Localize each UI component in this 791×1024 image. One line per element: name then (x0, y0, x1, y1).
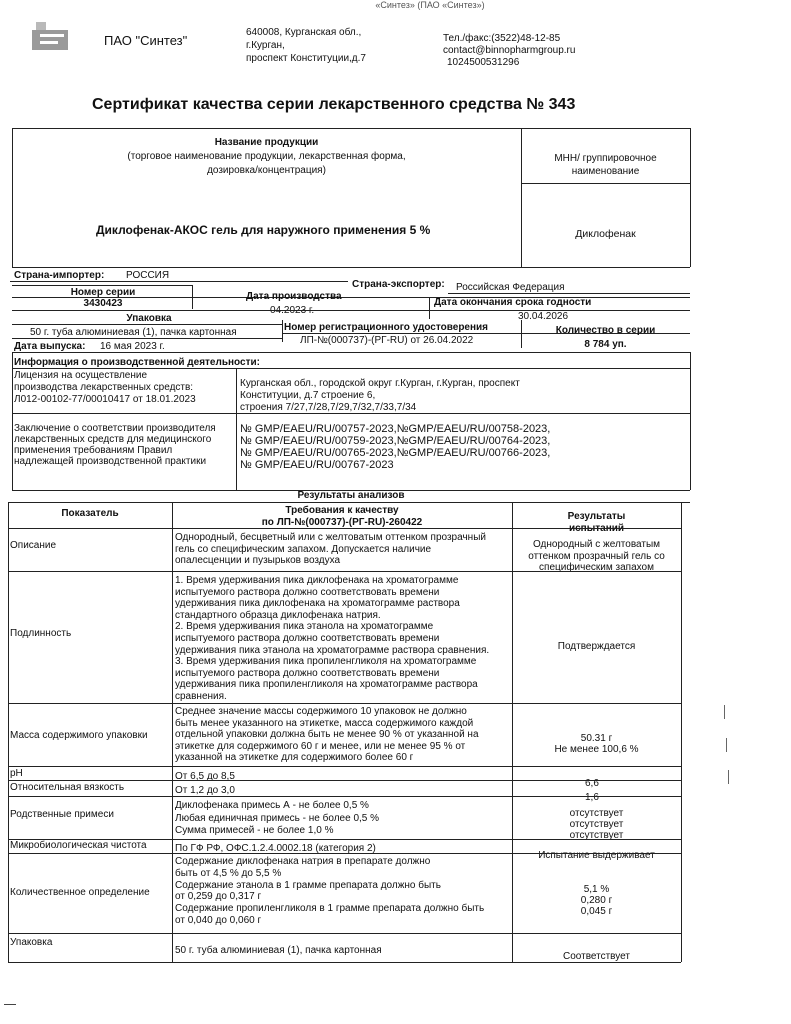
row-identity-res: Подтверждается (557, 641, 636, 652)
row-viscosity-name: Относительная вязкость (10, 782, 125, 793)
row-identity-name: Подлинность (10, 628, 72, 639)
row-impurities-req: Диклофенака примесь А - не более 0,5 % Любая единичная примесь - не более 0,5 % Сумма примесей - не более 1,0 % (175, 800, 380, 836)
reg-label: Номер регистрационного удостоверения (284, 322, 489, 333)
row-microbio-req: По ГФ РФ, ОФС.1.2.4.0002.18 (категория 2) (175, 843, 376, 854)
row-assay-req: Содержание диклофенака натрия в препарате должно быть от 4,5 % до 5,5 % Содержание этанола в 1 грамме препарата должно быть от 0,259 до 0,317 г Содержание пропиленгликоля в 1 грамме препарата должно быть от 0,040 до 0,060 г (175, 856, 485, 926)
row-pack-req: 50 г. туба алюминиевая (1), пачка картонная (175, 945, 382, 956)
row-microbio-res: Испытание выдерживает (538, 850, 655, 861)
pack-label: Упаковка (126, 313, 172, 324)
row-ph-req: От 6,5 до 8,5 (175, 771, 235, 782)
production-site-address: Курганская обл., городской округ г.Курган, г.Курган, проспект Конституции, д.7 строение 6, строения 7/27,7/28,7/29,7/32,7/33,7/34 (240, 378, 520, 413)
row-ph-name: pH (10, 768, 23, 779)
results-header: Результаты анализов (297, 490, 405, 501)
inn-header: МНН/ группировочное наименование (554, 153, 657, 177)
row-assay-name: Количественное определение (10, 887, 150, 898)
inn-value: Диклофенак (575, 228, 636, 240)
row-description-name: Описание (10, 540, 57, 551)
pack-value: 50 г. туба алюминиевая (1), пачка картонная (30, 327, 237, 338)
row-description-req: Однородный, бесцветный или с желтоватым оттенком прозрачный гель со специфическим запахом. Допускается наличие опалесценции и пузырьков воздуха (175, 532, 486, 566)
release-label: Дата выпуска: (14, 341, 86, 352)
col-indicator: Показатель (61, 508, 119, 519)
qty-value: 8 784 уп. (584, 339, 627, 350)
company-contacts: Тел./факс:(3522)48-12-85 contact@binnopharmgroup.ru 1024500531296 (443, 33, 576, 68)
company-name: ПАО "Синтез" (104, 33, 188, 48)
gmp-conclusion-label: Заключение о соответствии производителя лекарственных средств для медицинского применения требованиям Правил надлежащей производственной практики (14, 423, 216, 467)
release-date: 16 мая 2023 г. (100, 341, 165, 352)
license-info: Лицензия на осуществление производства лекарственных средств: Л012-00102-77/00010417 от 18.01.2023 (14, 370, 196, 405)
export-country: Российская Федерация (456, 282, 565, 293)
top-header-text: «Синтез» (ПАО «Синтез») (375, 0, 485, 10)
import-country: РОССИЯ (126, 270, 170, 281)
expiry-label: Дата окончания срока годности (434, 297, 592, 308)
expiry-date: 30.04.2026 (518, 311, 569, 322)
row-viscosity-req: От 1,2 до 3,0 (175, 785, 235, 796)
import-country-label: Страна-импортер: (14, 270, 105, 281)
production-date: 04.2023 г. (270, 305, 315, 316)
product-name: Диклофенак-АКОС гель для наружного применения 5 % (96, 223, 431, 237)
export-country-label: Страна-экспортер: (352, 279, 445, 290)
product-name-header: Название продукции (торговое наименование продукции, лекарственная форма, дозировка/концентрация) (127, 137, 406, 176)
row-pack-res: Соответствует (563, 951, 630, 962)
row-pack-name: Упаковка (10, 937, 53, 948)
row-viscosity-res: 1,6 (585, 792, 599, 803)
row-microbio-name: Микробиологическая чистота (10, 840, 147, 851)
row-assay-res: 5,1 % 0,280 г 0,045 г (580, 884, 613, 917)
row-mass-res: 50.31 г Не менее 100,6 % (554, 733, 639, 755)
row-mass-name: Масса содержимого упаковки (10, 730, 148, 741)
col-requirements: Требования к качеству по ЛП-№(000737)-(РГ-RU)-260422 (261, 505, 423, 528)
certificate-title: Сертификат качества серии лекарственного средства № 343 (92, 96, 576, 113)
row-impurities-name: Родственные примеси (10, 809, 114, 820)
reg-number: ЛП-№(000737)-(РГ-RU) от 26.04.2022 (300, 335, 474, 346)
batch-number: 3430423 (83, 298, 123, 309)
manufacturing-header: Информация о производственной деятельности: (14, 357, 260, 368)
company-address: 640008, Курганская обл., г.Курган, проспект Конституции,д.7 (246, 27, 366, 64)
production-date-label: Дата производства (246, 291, 342, 302)
company-logo (30, 20, 72, 54)
row-mass-req: Среднее значение массы содержимого 10 упаковок не должно быть менее указанного на этикетке, масса содержимого каждой отдельной упаковки должна быть не менее 90 % от указанной на этикетке для содержимого 60 г и менее, или не менее 95 % от указанной на этикетке для содержимого более 60 г (175, 706, 479, 763)
gmp-certificates: № GMP/EAEU/RU/00757-2023,№GMP/EAEU/RU/00758-2023, № GMP/EAEU/RU/00759-2023,№GMP/EAEU/RU/00764-2023, № GMP/EAEU/RU/00765-2023,№GMP/EAEU/RU/00766-2023, № GMP/EAEU/RU/00767-2023 (240, 423, 551, 471)
col-results: Результаты испытаний (567, 511, 626, 534)
row-ph-res: 6,6 (585, 778, 599, 789)
row-impurities-res: отсутствует отсутствует отсутствует (569, 808, 624, 841)
row-identity-req: 1. Время удерживания пика диклофенака на хроматограмме испытуемого раствора должно соответствовать времени удерживания пика диклофенака на хроматограмме раствора стандартного образца диклофенака натрия. 2. Время удерживания пика этанола на хроматограмме испытуемого раствора должно соответствовать времени удерживания пика этанола на хроматограмме раствора сравнения. 3. Время удерживания пика пропиленгликоля на хроматограмме испытуемого раствора должно соответствовать времени удерживания пика пропиленгликоля на хроматограмме раствора сравнения. (175, 575, 490, 702)
batch-label: Номер серии (70, 287, 136, 298)
row-description-res: Однородный с желтоватым оттенком прозрачный гель со специфическим запахом (528, 539, 665, 573)
qty-label: Количество в серии (555, 325, 656, 336)
